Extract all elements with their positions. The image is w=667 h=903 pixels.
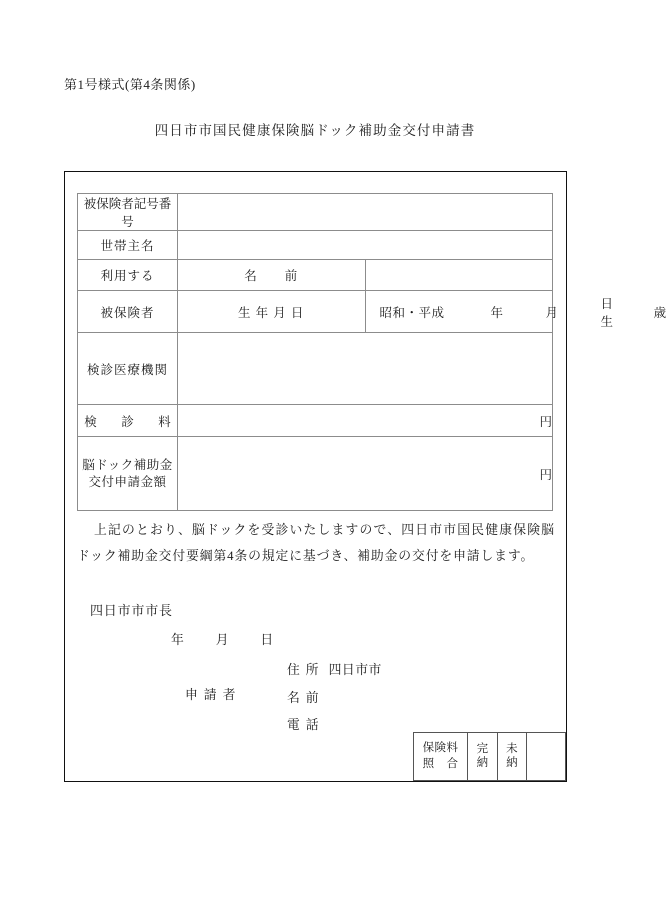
premium-verification-box <box>413 732 566 781</box>
row-label-subsidy-amount <box>78 437 178 511</box>
row-value-name[interactable] <box>365 260 553 291</box>
applicant-phone-row[interactable] <box>287 712 382 740</box>
birthdate-day-unit: 日生 <box>600 296 614 329</box>
birthdate-month-unit: 月 <box>545 305 559 320</box>
table-row <box>78 333 553 405</box>
stamp-cell-premium-check <box>414 733 468 781</box>
row-label-medical-institution: 検診医療機関 <box>78 333 178 405</box>
stamp-premium-line1: 保険料 <box>422 741 459 754</box>
date-month-unit: 月 <box>215 633 229 647</box>
date-day-unit: 日 <box>260 633 274 647</box>
subsidy-label-line1: 脳ドック補助金 <box>82 457 173 472</box>
row-value-birthdate[interactable] <box>365 291 667 333</box>
applicant-fields <box>287 657 382 740</box>
subsidy-currency-unit: 円 <box>539 467 552 482</box>
table-row <box>78 260 553 291</box>
row-label-exam-fee: 検 診 料 <box>78 405 178 437</box>
form-number: 第1号様式(第4条関係) <box>64 77 196 92</box>
page-title: 四日市市国民健康保険脳ドック補助金交付申請書 <box>154 123 476 138</box>
table-row <box>78 405 553 437</box>
applicant-name-label: 名前 <box>287 690 325 705</box>
row-value-householder-name[interactable] <box>178 231 553 260</box>
applicant-address-row[interactable] <box>287 657 382 685</box>
row-value-insured-number[interactable] <box>178 194 553 231</box>
exam-fee-currency-unit: 円 <box>539 414 552 429</box>
row-sublabel-birthdate: 生 年 月 日 <box>178 291 366 333</box>
birthdate-year-unit: 年 <box>490 305 504 320</box>
table-row <box>78 231 553 260</box>
row-label-insured-number: 被保険者記号番号 <box>78 194 178 231</box>
stamp-row <box>414 733 566 781</box>
stamp-cell-paid[interactable] <box>468 733 497 781</box>
stamp-cell-blank[interactable] <box>527 733 566 781</box>
applicant-name-row[interactable] <box>287 685 382 713</box>
row-value-medical-institution[interactable] <box>178 333 553 405</box>
row-label-using: 利用する <box>78 260 178 291</box>
date-year-unit: 年 <box>171 633 185 647</box>
applicant-address-label: 住所 <box>287 663 325 677</box>
applicant-phone-label: 電話 <box>287 718 325 732</box>
table-row <box>78 291 553 333</box>
stamp-cell-unpaid[interactable] <box>497 733 526 781</box>
row-value-exam-fee[interactable] <box>178 405 553 437</box>
subsidy-label-line2: 交付申請金額 <box>88 474 167 489</box>
form-frame <box>64 171 667 782</box>
birthdate-age-unit: 歳 <box>653 305 667 320</box>
row-label-householder-name: 世帯主名 <box>78 231 178 260</box>
row-value-subsidy-amount[interactable] <box>178 437 553 511</box>
applicant-address-value: 四日市市 <box>328 663 382 677</box>
applicant-data-table <box>77 193 667 511</box>
date-line[interactable] <box>171 629 274 648</box>
stamp-premium-line2: 照 合 <box>422 757 459 770</box>
applicant-label: 申請者 <box>185 688 242 702</box>
stamp-unpaid-label: 未納 <box>506 742 518 769</box>
stamp-paid-label: 完納 <box>476 742 489 769</box>
addressee-line: 四日市市市長 <box>90 603 173 618</box>
table-row <box>78 194 553 231</box>
body-paragraph: 上記のとおり、脳ドックを受診いたしますので、四日市市国民健康保険脳ドック補助金交付要綱第4条の規定に基づき、補助金の交付を申請します。 <box>77 523 555 563</box>
row-label-insured-person: 被保険者 <box>78 291 178 333</box>
table-row <box>78 437 553 511</box>
birthdate-era: 昭和・平成 <box>379 305 445 320</box>
row-sublabel-name: 名 前 <box>178 260 366 291</box>
